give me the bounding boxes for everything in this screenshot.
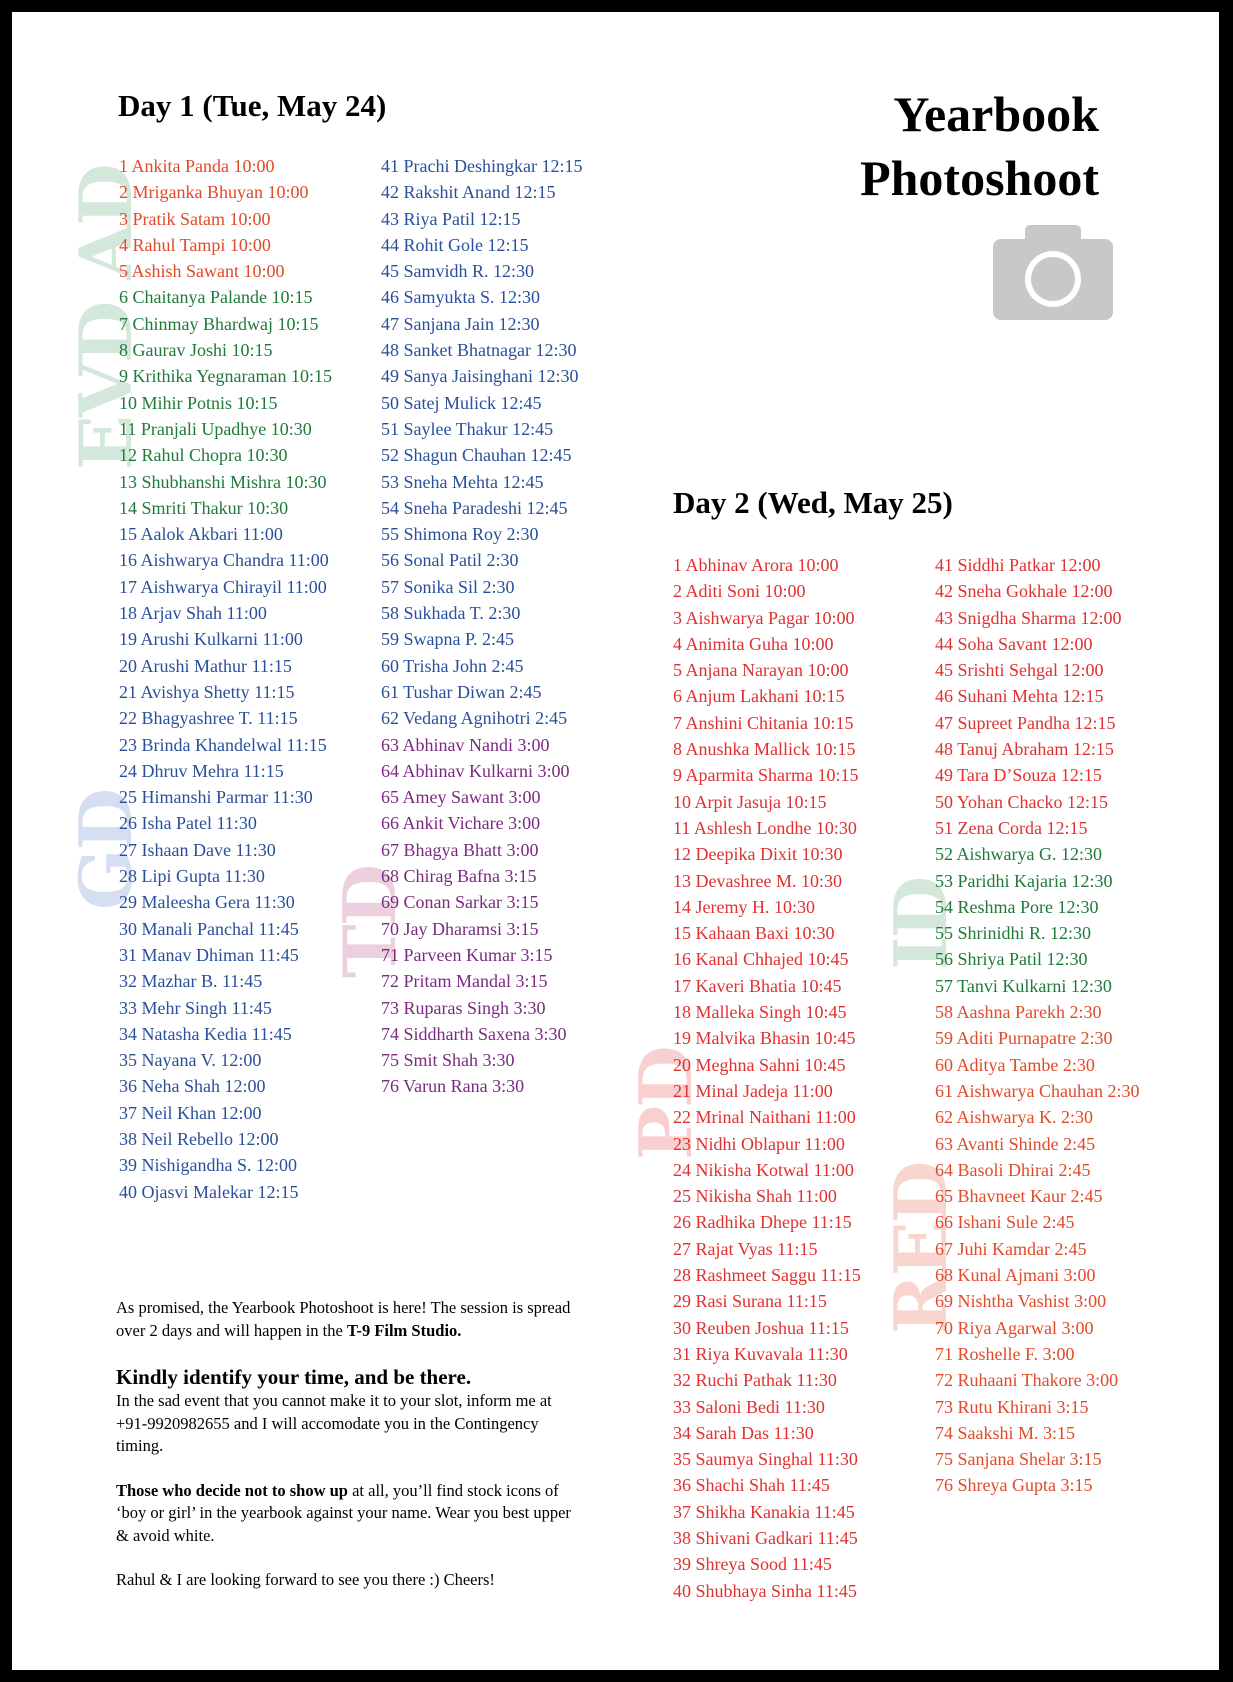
schedule-entry: 23 Nidhi Oblapur 11:00	[673, 1133, 845, 1154]
schedule-entry: 4 Rahul Tampi 10:00	[119, 234, 271, 255]
schedule-entry: 55 Shimona Roy 2:30	[381, 524, 539, 545]
schedule-entry: 26 Isha Patel 11:30	[119, 813, 257, 834]
schedule-entry: 44 Soha Savant 12:00	[935, 633, 1093, 654]
schedule-entry: 60 Trisha John 2:45	[381, 655, 524, 676]
schedule-entry: 17 Aishwarya Chirayil 11:00	[119, 576, 327, 597]
schedule-entry: 11 Ashlesh Londhe 10:30	[673, 817, 857, 838]
watermark-red: RED	[878, 1162, 963, 1334]
day2-list-column-2	[935, 552, 1139, 1499]
schedule-entry: 49 Tara D’Souza 12:15	[935, 765, 1102, 786]
schedule-entry: 36 Shachi Shah 11:45	[673, 1475, 830, 1496]
schedule-entry: 65 Bhavneet Kaur 2:45	[935, 1186, 1103, 1207]
schedule-entry: 70 Riya Agarwal 3:00	[935, 1317, 1094, 1338]
schedule-entry: 64 Basoli Dhirai 2:45	[935, 1159, 1091, 1180]
schedule-entry: 20 Arushi Mathur 11:15	[119, 655, 292, 676]
schedule-entry: 31 Manav Dhiman 11:45	[119, 944, 299, 965]
schedule-entry: 64 Abhinav Kulkarni 3:00	[381, 760, 570, 781]
schedule-entry: 73 Rutu Khirani 3:15	[935, 1396, 1089, 1417]
schedule-entry: 16 Kanal Chhajed 10:45	[673, 949, 849, 970]
schedule-entry: 51 Saylee Thakur 12:45	[381, 418, 554, 439]
page-title	[860, 82, 1099, 210]
watermark-td: TD	[327, 865, 412, 978]
schedule-entry: 6 Chaitanya Palande 10:15	[119, 287, 313, 308]
intro-paragraph	[116, 1297, 586, 1342]
schedule-entry: 53 Paridhi Kajaria 12:30	[935, 870, 1113, 891]
schedule-entry: 50 Satej Mulick 12:45	[381, 392, 542, 413]
schedule-entry: 29 Maleesha Gera 11:30	[119, 892, 295, 913]
schedule-entry: 33 Saloni Bedi 11:30	[673, 1396, 825, 1417]
schedule-entry: 52 Shagun Chauhan 12:45	[381, 445, 572, 466]
schedule-entry: 61 Aishwarya Chauhan 2:30	[935, 1080, 1140, 1101]
schedule-entry: 27 Ishaan Dave 11:30	[119, 839, 276, 860]
schedule-entry: 58 Aashna Parekh 2:30	[935, 1002, 1102, 1023]
schedule-entry: 14 Smriti Thakur 10:30	[119, 497, 289, 518]
schedule-entry: 34 Sarah Das 11:30	[673, 1422, 814, 1443]
schedule-entry: 71 Parveen Kumar 3:15	[381, 944, 553, 965]
schedule-entry: 62 Aishwarya K. 2:30	[935, 1107, 1093, 1128]
schedule-entry: 5 Ashish Sawant 10:00	[119, 261, 285, 282]
schedule-entry: 30 Manali Panchal 11:45	[119, 918, 299, 939]
schedule-entry: 39 Nishigandha S. 12:00	[119, 1155, 297, 1176]
schedule-entry: 33 Mehr Singh 11:45	[119, 997, 272, 1018]
schedule-entry: 15 Kahaan Baxi 10:30	[673, 923, 835, 944]
schedule-entry: 68 Kunal Ajmani 3:00	[935, 1265, 1096, 1286]
schedule-entry: 69 Nishtha Vashist 3:00	[935, 1291, 1107, 1312]
watermark-pd: PD	[623, 1047, 708, 1160]
schedule-entry: 6 Anjum Lakhani 10:15	[673, 686, 845, 707]
schedule-entry: 8 Anushka Mallick 10:15	[673, 739, 856, 760]
schedule-entry: 67 Juhi Kamdar 2:45	[935, 1238, 1087, 1259]
watermark-id: ID	[878, 877, 963, 970]
schedule-entry: 19 Malvika Bhasin 10:45	[673, 1028, 856, 1049]
schedule-entry: 47 Sanjana Jain 12:30	[381, 313, 540, 334]
schedule-entry: 44 Rohit Gole 12:15	[381, 234, 529, 255]
schedule-entry: 9 Krithika Yegnaraman 10:15	[119, 366, 332, 387]
schedule-entry: 66 Ishani Sule 2:45	[935, 1212, 1075, 1233]
schedule-entry: 55 Shrinidhi R. 12:30	[935, 923, 1092, 944]
day1-heading: Day 1 (Tue, May 24)	[118, 88, 387, 123]
schedule-entry: 62 Vedang Agnihotri 2:45	[381, 708, 568, 729]
schedule-entry: 1 Ankita Panda 10:00	[119, 156, 275, 176]
watermark-evd-ad: EVD AD	[63, 165, 148, 470]
schedule-entry: 4 Animita Guha 10:00	[673, 633, 834, 654]
schedule-entry: 59 Swapna P. 2:45	[381, 629, 515, 650]
info-block	[116, 1297, 586, 1614]
schedule-entry: 53 Sneha Mehta 12:45	[381, 471, 544, 492]
schedule-entry: 38 Neil Rebello 12:00	[119, 1128, 279, 1149]
schedule-entry: 57 Sonika Sil 2:30	[381, 576, 515, 597]
schedule-entry: 41 Prachi Deshingkar 12:15	[381, 156, 583, 176]
schedule-entry: 58 Sukhada T. 2:30	[381, 603, 521, 624]
schedule-entry: 2 Mriganka Bhuyan 10:00	[119, 182, 309, 203]
schedule-entry: 14 Jeremy H. 10:30	[673, 896, 815, 917]
day1-list-column-2	[381, 153, 582, 1100]
schedule-entry: 67 Bhagya Bhatt 3:00	[381, 839, 539, 860]
day2-list-column-1	[673, 552, 861, 1604]
schedule-entry: 16 Aishwarya Chandra 11:00	[119, 550, 329, 571]
schedule-entry: 63 Avanti Shinde 2:45	[935, 1133, 1096, 1154]
studio-name: T-9 Film Studio.	[346, 1320, 462, 1340]
schedule-entry: 34 Natasha Kedia 11:45	[119, 1023, 292, 1044]
schedule-entry: 59 Aditi Purnapatre 2:30	[935, 1028, 1113, 1049]
schedule-entry: 48 Sanket Bhatnagar 12:30	[381, 340, 577, 361]
day2-heading: Day 2 (Wed, May 25)	[673, 485, 953, 520]
schedule-entry: 35 Saumya Singhal 11:30	[673, 1449, 858, 1470]
intro-text: As promised, the Yearbook Photoshoot is here! The session is spread over 2 days and will happen in the	[116, 1298, 571, 1340]
schedule-entry: 43 Riya Patil 12:15	[381, 208, 521, 229]
schedule-entry: 30 Reuben Joshua 11:15	[673, 1317, 849, 1338]
closing-text: Rahul & I are looking forward to see you there :) Cheers!	[116, 1570, 495, 1589]
schedule-entry: 43 Snigdha Sharma 12:00	[935, 607, 1122, 628]
schedule-entry: 75 Sanjana Shelar 3:15	[935, 1449, 1102, 1470]
schedule-entry: 32 Ruchi Pathak 11:30	[673, 1370, 837, 1391]
schedule-entry: 37 Shikha Kanakia 11:45	[673, 1501, 855, 1522]
schedule-entry: 50 Yohan Chacko 12:15	[935, 791, 1109, 812]
schedule-entry: 42 Rakshit Anand 12:15	[381, 182, 556, 203]
camera-icon	[993, 225, 1113, 320]
schedule-entry: 3 Aishwarya Pagar 10:00	[673, 607, 855, 628]
schedule-entry: 17 Kaveri Bhatia 10:45	[673, 975, 842, 996]
schedule-entry: 20 Meghna Sahni 10:45	[673, 1054, 846, 1075]
schedule-entry: 66 Ankit Vichare 3:00	[381, 813, 541, 834]
schedule-entry: 49 Sanya Jaisinghani 12:30	[381, 366, 579, 387]
schedule-entry: 68 Chirag Bafna 3:15	[381, 866, 537, 887]
schedule-entry: 54 Reshma Pore 12:30	[935, 896, 1099, 917]
noshow-bold: Those who decide not to show up	[116, 1480, 348, 1500]
noshow-paragraph	[116, 1480, 586, 1548]
schedule-entry: 63 Abhinav Nandi 3:00	[381, 734, 550, 755]
schedule-entry: 18 Arjav Shah 11:00	[119, 603, 267, 624]
watermark-gd: GD	[63, 790, 148, 910]
schedule-entry: 22 Bhagyashree T. 11:15	[119, 708, 298, 729]
schedule-entry: 75 Smit Shah 3:30	[381, 1050, 515, 1071]
schedule-entry: 13 Shubhanshi Mishra 10:30	[119, 471, 327, 492]
schedule-entry: 56 Shriya Patil 12:30	[935, 949, 1088, 970]
schedule-entry: 69 Conan Sarkar 3:15	[381, 892, 539, 913]
schedule-entry: 46 Suhani Mehta 12:15	[935, 686, 1104, 707]
schedule-entry: 10 Mihir Potnis 10:15	[119, 392, 278, 413]
schedule-entry: 26 Radhika Dhepe 11:15	[673, 1212, 852, 1233]
schedule-entry: 71 Roshelle F. 3:00	[935, 1343, 1075, 1364]
schedule-entry: 74 Saakshi M. 3:15	[935, 1422, 1076, 1443]
schedule-entry: 27 Rajat Vyas 11:15	[673, 1238, 818, 1259]
schedule-entry: 7 Chinmay Bhardwaj 10:15	[119, 313, 319, 334]
schedule-entry: 76 Varun Rana 3:30	[381, 1076, 525, 1097]
kindly-heading: Kindly identify your time, and be there.	[116, 1365, 472, 1389]
schedule-entry: 25 Himanshi Parmar 11:30	[119, 787, 313, 808]
schedule-entry: 47 Supreet Pandha 12:15	[935, 712, 1116, 733]
schedule-entry: 25 Nikisha Shah 11:00	[673, 1186, 837, 1207]
schedule-entry: 45 Samvidh R. 12:30	[381, 261, 535, 282]
schedule-entry: 15 Aalok Akbari 11:00	[119, 524, 283, 545]
schedule-entry: 51 Zena Corda 12:15	[935, 817, 1088, 838]
kindly-body: In the sad event that you cannot make it to your slot, inform me at +91-9920982655 and I will accomodate you in the Contingency timing.	[116, 1391, 552, 1455]
title-line-2: Photoshoot	[860, 150, 1099, 206]
schedule-entry: 5 Anjana Narayan 10:00	[673, 660, 849, 681]
document-page	[12, 12, 1219, 1670]
schedule-entry: 19 Arushi Kulkarni 11:00	[119, 629, 303, 650]
schedule-entry: 72 Ruhaani Thakore 3:00	[935, 1370, 1119, 1391]
schedule-entry: 65 Amey Sawant 3:00	[381, 787, 541, 808]
schedule-entry: 38 Shivani Gadkari 11:45	[673, 1527, 858, 1548]
schedule-entry: 23 Brinda Khandelwal 11:15	[119, 734, 327, 755]
schedule-entry: 28 Rashmeet Saggu 11:15	[673, 1265, 861, 1286]
schedule-entry: 35 Nayana V. 12:00	[119, 1050, 262, 1071]
schedule-entry: 41 Siddhi Patkar 12:00	[935, 555, 1101, 575]
schedule-entry: 52 Aishwarya G. 12:30	[935, 844, 1102, 865]
schedule-entry: 18 Malleka Singh 10:45	[673, 1002, 847, 1023]
schedule-entry: 40 Ojasvi Malekar 12:15	[119, 1181, 299, 1202]
schedule-entry: 60 Aditya Tambe 2:30	[935, 1054, 1095, 1075]
schedule-entry: 3 Pratik Satam 10:00	[119, 208, 271, 229]
schedule-entry: 40 Shubhaya Sinha 11:45	[673, 1580, 857, 1601]
schedule-entry: 61 Tushar Diwan 2:45	[381, 681, 542, 702]
schedule-entry: 74 Siddharth Saxena 3:30	[381, 1023, 567, 1044]
noshow-rest: at all, you’ll find stock icons of ‘boy or girl’ in the yearbook against your name. Wear you best upper & avoid white.	[116, 1480, 571, 1545]
schedule-entry: 24 Dhruv Mehra 11:15	[119, 760, 284, 781]
schedule-entry: 56 Sonal Patil 2:30	[381, 550, 519, 571]
schedule-entry: 8 Gaurav Joshi 10:15	[119, 340, 273, 361]
schedule-entry: 76 Shreya Gupta 3:15	[935, 1475, 1093, 1496]
schedule-entry: 72 Pritam Mandal 3:15	[381, 971, 548, 992]
title-line-1: Yearbook	[893, 86, 1099, 142]
schedule-entry: 42 Sneha Gokhale 12:00	[935, 581, 1113, 602]
schedule-entry: 45 Srishti Sehgal 12:00	[935, 660, 1104, 681]
schedule-entry: 7 Anshini Chitania 10:15	[673, 712, 854, 733]
schedule-entry: 1 Abhinav Arora 10:00	[673, 555, 839, 575]
schedule-entry: 12 Rahul Chopra 10:30	[119, 445, 288, 466]
schedule-entry: 48 Tanuj Abraham 12:15	[935, 739, 1114, 760]
schedule-entry: 11 Pranjali Upadhye 10:30	[119, 418, 312, 439]
schedule-entry: 10 Arpit Jasuja 10:15	[673, 791, 827, 812]
schedule-entry: 21 Minal Jadeja 11:00	[673, 1080, 833, 1101]
day1-list-column-1	[119, 153, 332, 1205]
schedule-entry: 39 Shreya Sood 11:45	[673, 1554, 832, 1575]
schedule-entry: 70 Jay Dharamsi 3:15	[381, 918, 539, 939]
schedule-entry: 29 Rasi Surana 11:15	[673, 1291, 827, 1312]
schedule-entry: 57 Tanvi Kulkarni 12:30	[935, 975, 1112, 996]
schedule-entry: 21 Avishya Shetty 11:15	[119, 681, 295, 702]
schedule-entry: 31 Riya Kuvavala 11:30	[673, 1343, 848, 1364]
schedule-entry: 36 Neha Shah 12:00	[119, 1076, 266, 1097]
schedule-entry: 12 Deepika Dixit 10:30	[673, 844, 843, 865]
schedule-entry: 37 Neil Khan 12:00	[119, 1102, 262, 1123]
schedule-entry: 22 Mrinal Naithani 11:00	[673, 1107, 856, 1128]
schedule-entry: 24 Nikisha Kotwal 11:00	[673, 1159, 854, 1180]
schedule-entry: 54 Sneha Paradeshi 12:45	[381, 497, 568, 518]
schedule-entry: 2 Aditi Soni 10:00	[673, 581, 806, 602]
schedule-entry: 46 Samyukta S. 12:30	[381, 287, 541, 308]
schedule-entry: 73 Ruparas Singh 3:30	[381, 997, 546, 1018]
schedule-entry: 9 Aparmita Sharma 10:15	[673, 765, 859, 786]
schedule-entry: 32 Mazhar B. 11:45	[119, 971, 263, 992]
schedule-entry: 28 Lipi Gupta 11:30	[119, 866, 265, 887]
schedule-entry: 13 Devashree M. 10:30	[673, 870, 842, 891]
